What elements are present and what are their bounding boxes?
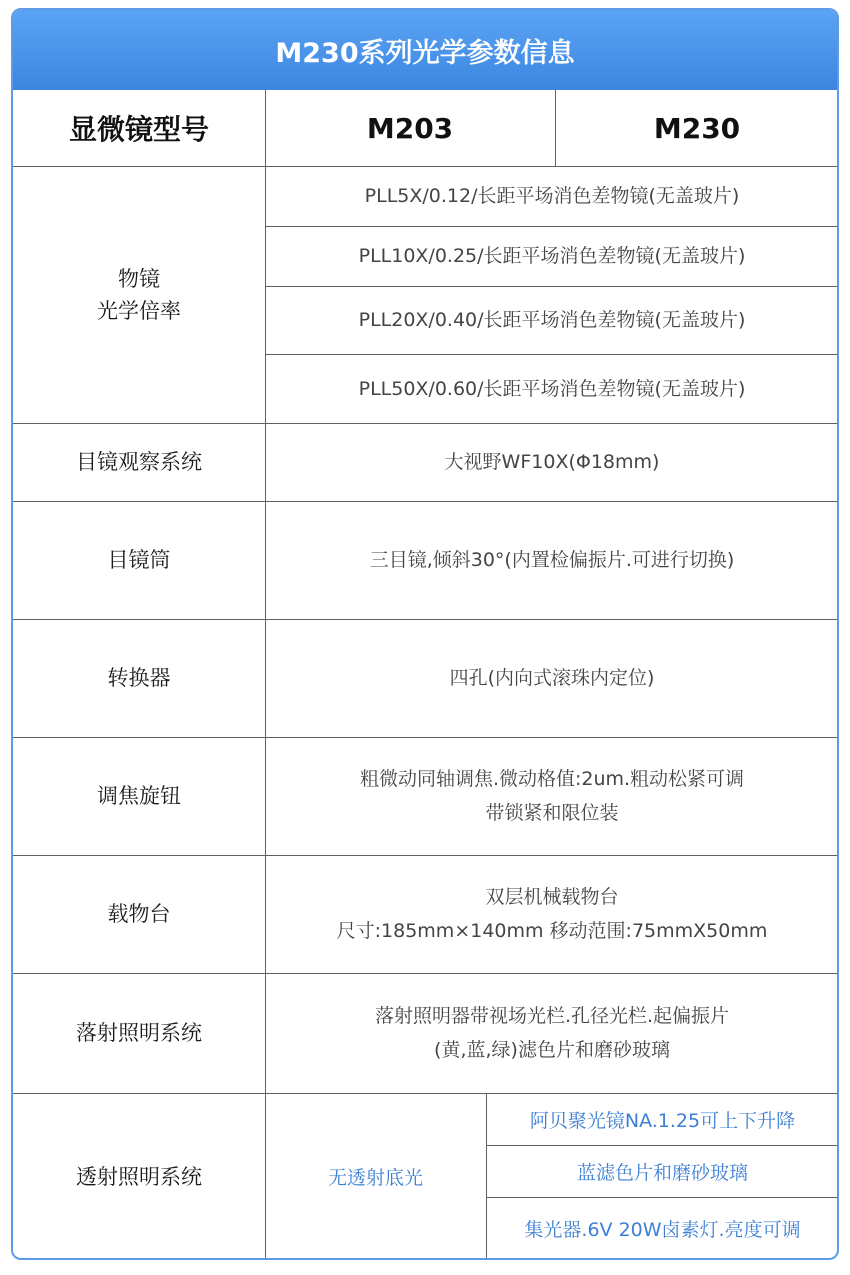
focus-knob-line: 粗微动同轴调焦.微动格值:2um.粗动松紧可调 (359, 768, 745, 790)
reflected-illumination-value (265, 973, 839, 1093)
eyepiece-tube-value (265, 501, 839, 619)
objective-item: PLL50X/0.60/长距平场消色差物镜(无盖玻片) (358, 377, 746, 400)
transmission-m230-item: 阿贝聚光镜NA.1.25可上下升降 (529, 1109, 796, 1132)
grid-line (265, 226, 839, 227)
grid-line (486, 1093, 487, 1260)
grid-line (486, 1145, 839, 1146)
focus-knob-value (265, 737, 839, 855)
eyepiece-system-line: 大视野WF10X(Φ18mm) (444, 451, 660, 473)
transmission-m230-item: 蓝滤色片和磨砂玻璃 (576, 1161, 748, 1184)
transmission-m230-item: 集光器.6V 20W卤素灯.亮度可调 (524, 1219, 801, 1241)
converter-line: 四孔(内向式滚珠内定位) (449, 667, 655, 689)
objective-label-line1: 物镜 (118, 266, 160, 291)
focus-knob-line: 带锁紧和限位装 (485, 802, 619, 824)
table-title: M230系列光学参数信息 (13, 10, 837, 90)
grid-line (265, 286, 839, 287)
objective-label-line2: 光学倍率 (97, 298, 181, 323)
transmission-m203-value: 无透射底光 (327, 1167, 423, 1189)
grid-line (13, 166, 839, 167)
grid-line (13, 619, 839, 620)
spec-table (11, 8, 839, 1260)
stage-line: 双层机械载物台 (485, 886, 619, 908)
eyepiece-system-label: 目镜观察系统 (76, 450, 202, 474)
model-m203-header: M203 (366, 111, 454, 145)
focus-knob-label: 调焦旋钮 (97, 784, 181, 808)
eyepiece-tube-line: 三目镜,倾斜30°(内置检偏振片.可进行切换) (369, 549, 735, 571)
grid-line (265, 354, 839, 355)
objective-item: PLL20X/0.40/长距平场消色差物镜(无盖玻片) (358, 309, 746, 331)
objective-item: PLL10X/0.25/长距平场消色差物镜(无盖玻片) (358, 245, 746, 267)
grid-line (486, 1197, 839, 1198)
model-label-header: 显微镜型号 (68, 113, 209, 146)
model-m230-header: M230 (653, 111, 741, 145)
grid-line (13, 423, 839, 424)
grid-line (13, 737, 839, 738)
reflected-illumination-line: 落射照明器带视场光栏.孔径光栏.起偏振片 (374, 1005, 730, 1027)
grid-line (13, 973, 839, 974)
reflected-illumination-line: (黄,蓝,绿)滤色片和磨砂玻璃 (434, 1039, 670, 1061)
objective-item: PLL5X/0.12/长距平场消色差物镜(无盖玻片) (364, 185, 740, 207)
stage-label: 载物台 (107, 902, 171, 926)
grid-line (13, 501, 839, 502)
grid-line (555, 90, 556, 166)
reflected-illumination-label: 落射照明系统 (76, 1021, 202, 1045)
eyepiece-tube-label: 目镜筒 (107, 548, 171, 572)
objective-label (13, 166, 265, 423)
converter-value (265, 619, 839, 737)
stage-line: 尺寸:185mm×140mm 移动范围:75mmX50mm (336, 920, 768, 942)
grid-line (13, 1093, 839, 1094)
grid-line (13, 855, 839, 856)
stage-value (265, 855, 839, 973)
converter-label: 转换器 (107, 666, 171, 690)
transmission-illumination-label: 透射照明系统 (76, 1164, 202, 1189)
eyepiece-system-value (265, 423, 839, 501)
grid-line (265, 90, 266, 1260)
